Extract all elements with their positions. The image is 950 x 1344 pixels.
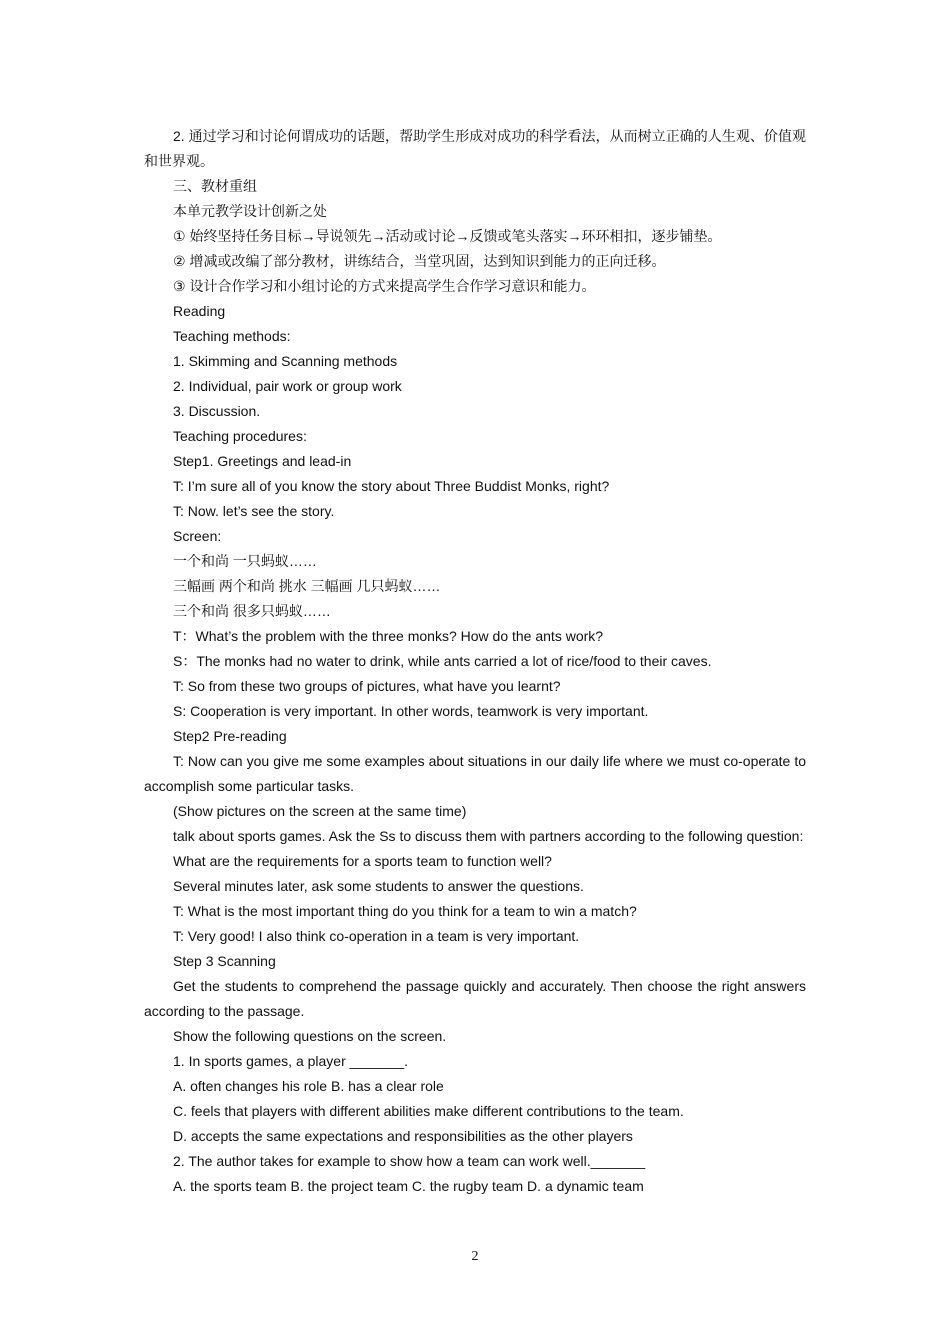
answer-option: A. often changes his role B. has a clear role	[173, 1078, 444, 1094]
paragraph: Teaching methods:	[173, 328, 291, 344]
section-heading: 三、教材重组	[173, 178, 257, 194]
section-heading: Reading	[173, 303, 226, 319]
paragraph: 一个和尚 一只蚂蚁……	[173, 553, 317, 569]
dialogue-line: T：What’s the problem with the three monks? How do the ants work?	[173, 628, 604, 644]
answer-option: A. the sports team B. the project team C. the rugby team D. a dynamic team	[173, 1178, 644, 1194]
step-heading: Step1. Greetings and lead-in	[173, 453, 352, 469]
paragraph: Screen:	[173, 528, 222, 544]
paragraph: 本单元教学设计创新之处	[173, 203, 327, 219]
paragraph: Several minutes later, ask some students to answer the questions.	[173, 878, 584, 894]
paragraph: 三个和尚 很多只蚂蚁……	[173, 603, 331, 619]
question: 1. In sports games, a player _______.	[173, 1053, 409, 1069]
list-item: ① 始终坚持任务目标→导说领先→活动或讨论→反馈或笔头落实→环环相扣，逐步铺垫。	[173, 228, 722, 244]
step-heading: Step 3 Scanning	[173, 953, 276, 969]
paragraph: Get the students to comprehend the passage quickly and accurately. Then choose the right answers according to the passage.	[144, 978, 806, 1019]
step-heading: Step2 Pre-reading	[173, 728, 287, 744]
dialogue-line: T: I’m sure all of you know the story about Three Buddist Monks, right?	[173, 478, 610, 494]
list-item: 1. Skimming and Scanning methods	[173, 353, 398, 369]
question: 2. The author takes for example to show how a team can work well._______	[173, 1153, 646, 1169]
dialogue-line: T: Now can you give me some examples about situations in our daily life where we must co-operate to accomplish some particular tasks.	[144, 753, 806, 794]
list-item: 3. Discussion.	[173, 403, 261, 419]
list-item: ② 增减或改编了部分教材，讲练结合，当堂巩固，达到知识到能力的正向迁移。	[173, 253, 666, 269]
paragraph: (Show pictures on the screen at the same time)	[173, 803, 467, 819]
paragraph: What are the requirements for a sports team to function well?	[173, 853, 552, 869]
document-body	[144, 124, 806, 1199]
paragraph: talk about sports games. Ask the Ss to discuss them with partners according to the following question:	[173, 828, 804, 844]
dialogue-line: T: Now. let’s see the story.	[173, 503, 335, 519]
dialogue-line: S: Cooperation is very important. In other words, teamwork is very important.	[173, 703, 649, 719]
paragraph: Teaching procedures:	[173, 428, 307, 444]
answer-option: C. feels that players with different abilities make different contributions to the team.	[173, 1103, 684, 1119]
list-item: 2. Individual, pair work or group work	[173, 378, 402, 394]
answer-option: D. accepts the same expectations and responsibilities as the other players	[173, 1128, 633, 1144]
dialogue-line: T: What is the most important thing do you think for a team to win a match?	[173, 903, 637, 919]
paragraph: 2. 通过学习和讨论何谓成功的话题，帮助学生形成对成功的科学看法，从而树立正确的人生观、价值观和世界观。	[144, 128, 806, 169]
dialogue-line: S：The monks had no water to drink, while ants carried a lot of rice/food to their caves.	[173, 653, 712, 669]
dialogue-line: T: So from these two groups of pictures, what have you learnt?	[173, 678, 561, 694]
dialogue-line: T: Very good! I also think co-operation in a team is very important.	[173, 928, 580, 944]
paragraph: Show the following questions on the screen.	[173, 1028, 447, 1044]
list-item: ③ 设计合作学习和小组讨论的方式来提高学生合作学习意识和能力。	[173, 278, 596, 294]
page-number: 2	[471, 1249, 479, 1264]
paragraph: 三幅画 两个和尚 挑水 三幅画 几只蚂蚁……	[173, 578, 441, 594]
